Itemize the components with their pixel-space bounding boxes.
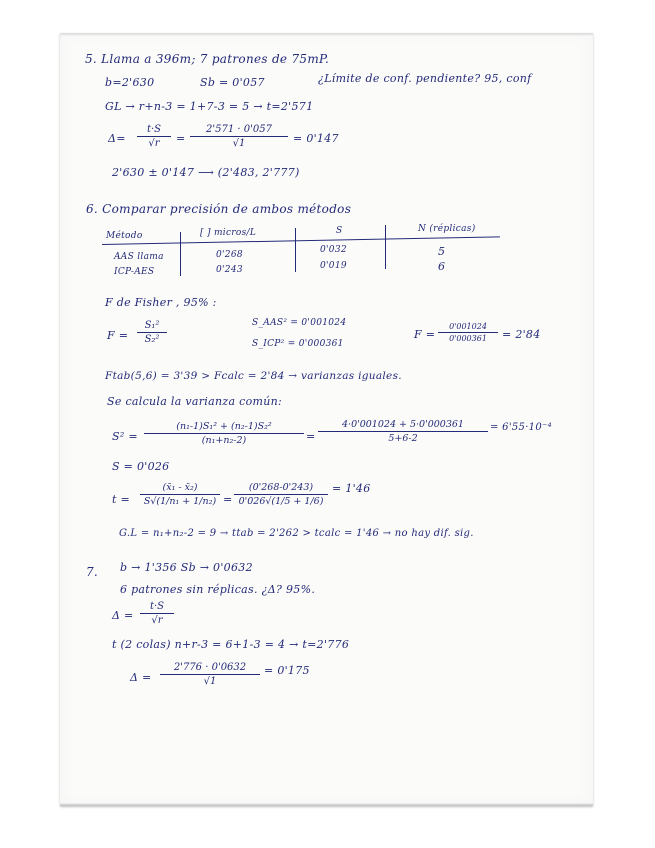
q7-delta-formula — [140, 601, 174, 626]
q6-t-num: (x̄₁ - x̄₂) — [162, 482, 198, 493]
q6-table-divider-2 — [295, 228, 296, 272]
q5-degrees-freedom: GL → r+n-3 = 1+7-3 = 5 → t=2'571 — [105, 100, 314, 113]
q7-statement: 6 patrones sin réplicas. ¿Δ? 95%. — [120, 583, 316, 596]
q6-s-value: S = 0'026 — [112, 460, 170, 473]
q6-row1-method: AAS llama — [114, 252, 164, 262]
q6-table-divider-3 — [385, 225, 386, 269]
q6-f-den: S₂² — [144, 334, 160, 345]
q6-fr-num: 0'001024 — [449, 322, 487, 331]
q6-s2-lhs: S² = — [112, 430, 138, 443]
q6-t-num2: (0'268-0'243) — [248, 482, 314, 493]
q6-row2-conc: 0'243 — [216, 265, 243, 275]
q6-s2-den: (n₁+n₂-2) — [201, 435, 247, 446]
q6-header-method: Método — [106, 231, 143, 241]
q6-row2-method: ICP-AES — [114, 267, 155, 277]
q6-row1-conc: 0'268 — [216, 250, 243, 260]
q6-header-s: S — [336, 226, 343, 236]
q6-variance-intro: Se calcula la varianza común: — [107, 395, 282, 408]
q6-s-icp: S_ICP² = 0'000361 — [252, 339, 344, 349]
q6-fr-den: 0'000361 — [449, 334, 487, 343]
q5-delta-sub-den: √1 — [232, 138, 246, 149]
q6-f-lhs: F = — [107, 329, 129, 342]
q6-s2-num2: 4·0'001024 + 5·0'000361 — [342, 419, 464, 430]
q5-question: ¿Límite de conf. pendiente? 95, conf — [318, 72, 532, 85]
q6-s2-formula — [144, 421, 304, 446]
q6-t-den: S√(1/n₁ + 1/n₂) — [143, 496, 217, 507]
equals-sign: = — [223, 493, 233, 506]
q7-result-lhs: Δ = — [130, 671, 152, 684]
q7-result-num: 2'776 · 0'0632 — [173, 662, 247, 673]
q6-fisher-title: F de Fisher , 95% : — [105, 296, 217, 309]
q6-s2-substitution — [318, 419, 488, 444]
q5-delta-result: = 0'147 — [293, 132, 339, 145]
q6-conclusion: G.L = n₁+n₂-2 = 9 → ttab = 2'262 > tcalc = 1'46 → no hay dif. sig. — [119, 528, 474, 539]
q6-header-n: N (réplicas) — [418, 224, 476, 234]
q7-delta-num: t·S — [149, 601, 165, 612]
q6-fr-lhs: F = — [414, 328, 436, 341]
q6-t-den2: 0'026√(1/5 + 1/6) — [238, 496, 324, 507]
q5-delta-formula — [137, 124, 171, 149]
q6-f-ratio — [438, 322, 498, 343]
q6-s-aas: S_AAS² = 0'001024 — [252, 318, 347, 328]
q6-t-formula — [140, 482, 220, 507]
q5-delta-lhs: Δ= — [108, 132, 126, 145]
q6-row1-s: 0'032 — [320, 245, 347, 255]
q7-number: 7. — [86, 565, 99, 579]
q6-f-result: = 2'84 — [502, 328, 541, 341]
q7-t-value: t (2 colas) n+r-3 = 6+1-3 = 4 → t=2'776 — [112, 638, 350, 651]
q5-delta-sub-num: 2'571 · 0'057 — [206, 124, 272, 135]
q5-delta-formula-den: √r — [148, 138, 160, 149]
q6-row1-n: 5 — [438, 245, 446, 258]
equals-sign: = — [176, 132, 186, 145]
q7-delta-lhs: Δ = — [112, 609, 134, 622]
q6-table-divider-1 — [180, 232, 181, 276]
q6-row2-s: 0'019 — [320, 261, 347, 271]
q7-result-value: = 0'175 — [264, 664, 310, 677]
q6-t-substitution — [234, 482, 328, 507]
q6-s2-result: = 6'55·10⁻⁴ — [490, 422, 552, 433]
q6-header-conc: [ ] micros/L — [200, 228, 257, 238]
q6-t-result: = 1'46 — [332, 482, 371, 495]
q5-interval: 2'630 ± 0'147 ⟶ (2'483, 2'777) — [112, 166, 300, 179]
q6-f-comparison: Ftab(5,6) = 3'39 > Fcalc = 2'84 → varianzas iguales. — [105, 370, 402, 382]
q5-delta-formula-num: t·S — [146, 124, 162, 135]
q5-b-value: b=2'630 — [105, 76, 155, 89]
equals-sign: = — [306, 430, 316, 443]
q6-f-num: S₁² — [144, 320, 160, 331]
q6-t-lhs: t = — [112, 493, 131, 506]
q7-delta-den: √r — [151, 615, 163, 626]
q6-s2-den2: 5+6-2 — [388, 433, 418, 444]
q7-b-sb: b → 1'356 Sb → 0'0632 — [120, 561, 253, 574]
page-bottom-edge — [60, 803, 593, 806]
q5-statement: 5. Llama a 396m; 7 patrones de 75mP. — [85, 52, 330, 66]
q7-result-formula — [160, 662, 260, 687]
q7-result-den: √1 — [203, 676, 217, 687]
q6-f-formula — [137, 320, 167, 345]
q5-sb-value: Sb = 0'057 — [200, 76, 265, 89]
q5-delta-substitution — [190, 124, 288, 149]
q6-row2-n: 6 — [438, 260, 446, 273]
q6-s2-num: (n₁-1)S₁² + (n₂-1)S₂² — [176, 421, 272, 432]
q6-statement: 6. Comparar precisión de ambos métodos — [86, 202, 352, 216]
